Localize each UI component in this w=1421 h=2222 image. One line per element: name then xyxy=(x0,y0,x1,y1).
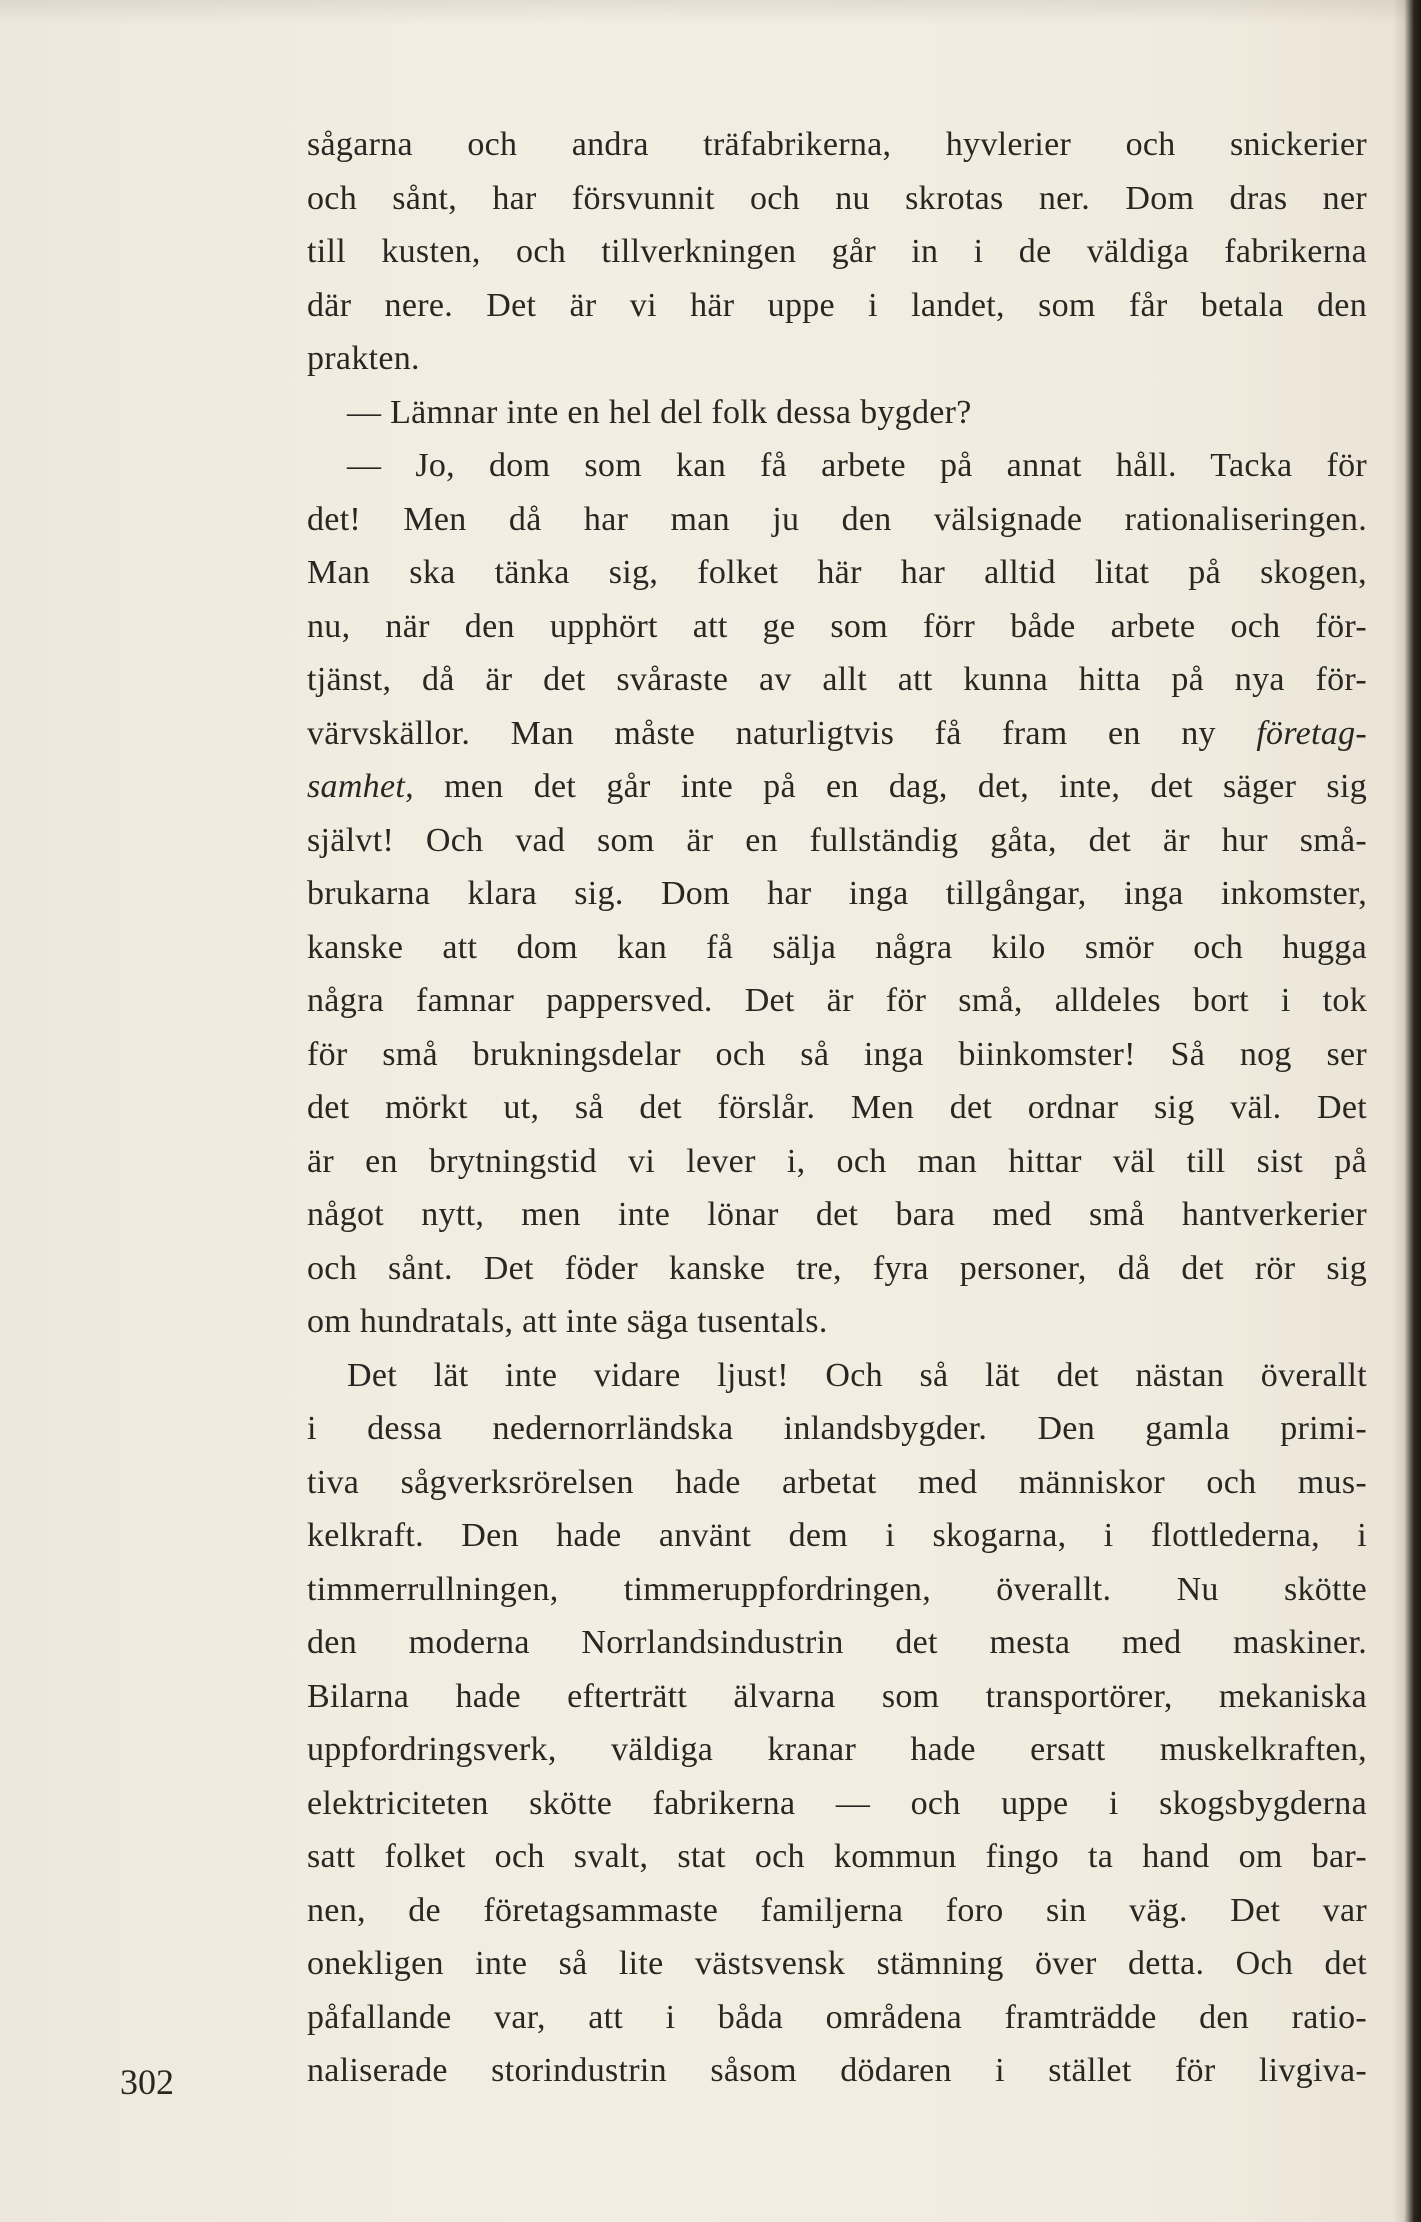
text-line: elektriciteten skötte fabrikerna — och uppe i skogsbygderna xyxy=(307,1784,1367,1822)
text-line: det mörkt ut, så det förslår. Men det ordnar sig väl. Det xyxy=(307,1089,1367,1126)
italic-emphasis: företag- xyxy=(1256,714,1367,752)
text-line: om hundratals, att inte säga tusentals. xyxy=(307,1303,828,1340)
italic-emphasis: samhet, xyxy=(307,768,414,805)
text-line: är en brytningstid vi lever i, och man hittar väl till sist på xyxy=(307,1142,1367,1180)
page-number: 302 xyxy=(120,2062,174,2102)
text-line: satt folket och svalt, stat och kommun fingo ta hand om bar- xyxy=(307,1838,1367,1875)
text-line: och sånt, har försvunnit och nu skrotas ner. Dom dras ner xyxy=(307,179,1367,217)
text-line: självt! Och vad som är en fullständig gåta, det är hur små- xyxy=(307,821,1367,859)
text-line: påfallande var, att i båda områdena framträdde den ratio- xyxy=(307,1998,1367,2036)
text-line: det! Men då har man ju den välsignade rationaliseringen. xyxy=(307,500,1367,538)
text-line: värvskällor. Man måste naturligtvis få fram en ny företag- xyxy=(307,714,1367,752)
page-top-shadow xyxy=(0,0,1421,24)
text-line: för små brukningsdelar och så inga biinkomster! Så nog ser xyxy=(307,1035,1367,1073)
text-line: Man ska tänka sig, folket här har alltid litat på skogen, xyxy=(307,554,1367,591)
text-line: samhet, men det går inte på en dag, det, inte, det säger sig xyxy=(307,768,1367,805)
text-line: uppfordringsverk, väldiga kranar hade ersatt muskelkraften, xyxy=(307,1731,1367,1768)
text-line: kanske att dom kan få sälja några kilo smör och hugga xyxy=(307,928,1367,966)
text-line: timmerrullningen, timmeruppfordringen, överallt. Nu skötte xyxy=(307,1570,1367,1608)
text-line: naliserade storindustrin såsom dödaren i stället för livgiva- xyxy=(307,2052,1367,2089)
text-line: och sånt. Det föder kanske tre, fyra personer, då det rör sig xyxy=(307,1249,1367,1287)
text-line: onekligen inte så lite västsvensk stämning över detta. Och det xyxy=(307,1945,1367,1982)
text-line: — Lämnar inte en hel del folk dessa bygder? xyxy=(347,393,972,431)
text-line: något nytt, men inte lönar det bara med små hantverkerier xyxy=(307,1196,1367,1233)
text-line: sågarna och andra träfabrikerna, hyvlerier och snickerier xyxy=(307,126,1367,163)
text-line: några famnar pappersved. Det är för små, alldeles bort i tok xyxy=(307,982,1367,1019)
text-line: i dessa nedernorrländska inlandsbygder. Den gamla primi- xyxy=(307,1410,1367,1447)
text-line: till kusten, och tillverkningen går in i de väldiga fabrikerna xyxy=(307,233,1367,270)
text-line: nen, de företagsammaste familjerna foro sin väg. Det var xyxy=(307,1891,1367,1929)
text-line: brukarna klara sig. Dom har inga tillgångar, inga inkomster, xyxy=(307,875,1367,912)
text-line: tjänst, då är det svåraste av allt att kunna hitta på nya för- xyxy=(307,661,1367,698)
text-line: tiva sågverksrörelsen hade arbetat med människor och mus- xyxy=(307,1463,1367,1501)
text-line: — Jo, dom som kan få arbete på annat håll. Tacka för xyxy=(347,447,1367,484)
text-line: kelkraft. Den hade använt dem i skogarna, i flottlederna, i xyxy=(307,1517,1367,1554)
text-line: Bilarna hade efterträtt älvarna som transportörer, mekaniska xyxy=(307,1677,1367,1715)
text-line: nu, när den upphört att ge som förr både arbete och för- xyxy=(307,607,1367,645)
page-binding-edge xyxy=(1393,0,1421,2222)
text-line: prakten. xyxy=(307,340,420,377)
text-line: den moderna Norrlandsindustrin det mesta med maskiner. xyxy=(307,1624,1367,1661)
text-line: där nere. Det är vi här uppe i landet, som får betala den xyxy=(307,286,1367,324)
text-line: Det lät inte vidare ljust! Och så lät det nästan överallt xyxy=(347,1356,1367,1394)
body-text xyxy=(307,118,1367,2098)
